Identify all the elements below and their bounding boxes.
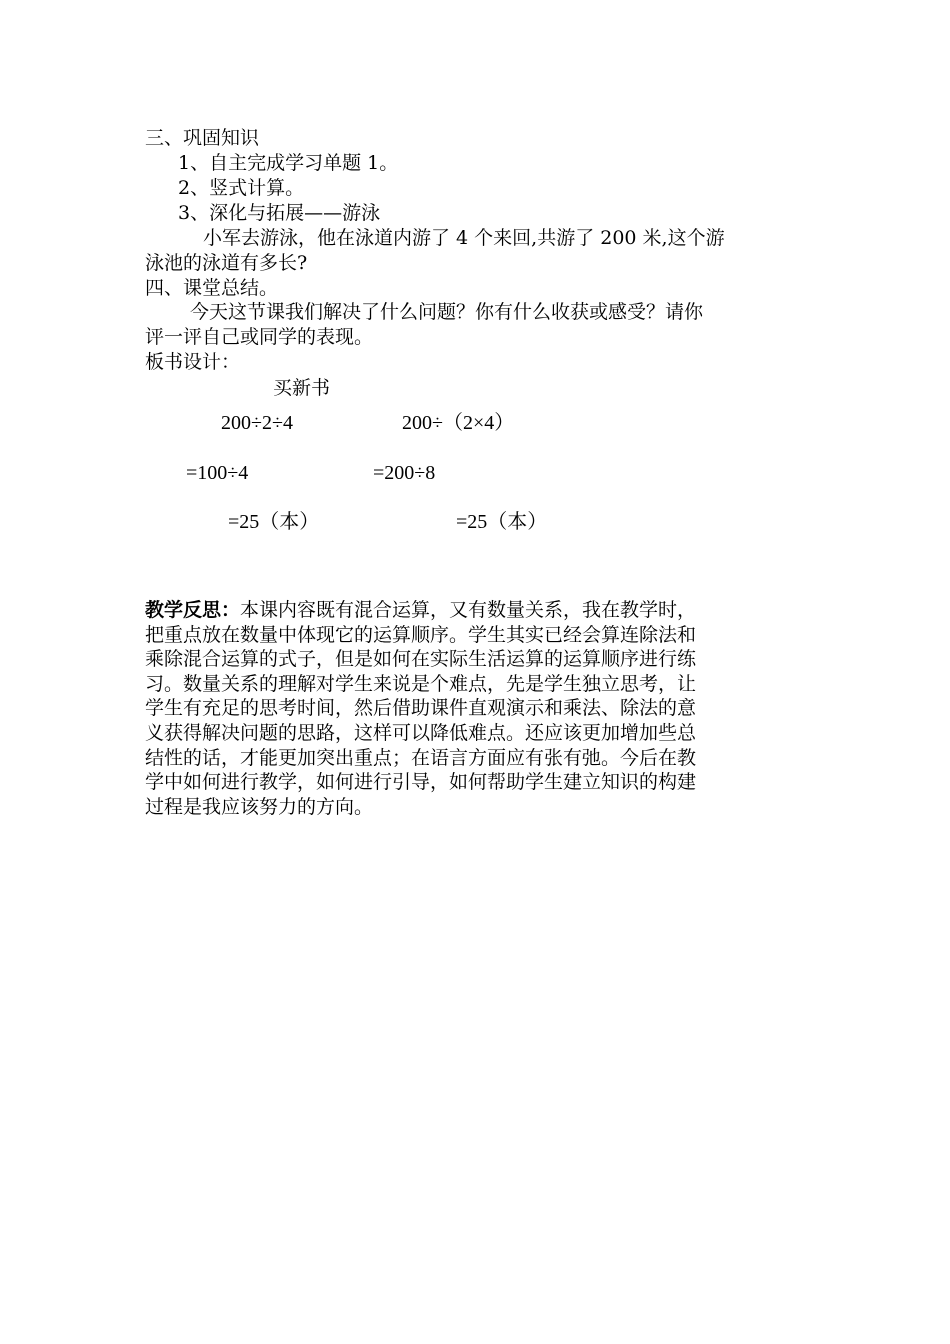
section-heading-summary: 四、课堂总结。 — [145, 277, 279, 299]
reflection-line-7: 结性的话，才能更加突出重点；在语言方面应有张有弛。今后在教 — [145, 746, 697, 769]
problem-text-line-2: 泳池的泳道有多长? — [145, 252, 308, 274]
reflection-line-4: 习。数量关系的理解对学生来说是个难点，先是学生独立思考，让 — [145, 672, 697, 695]
left-formula-step-1: 200÷2÷4 — [221, 412, 293, 434]
reflection-line-6: 义获得解决问题的思路，这样可以降低难点。还应该更加增加些总 — [145, 721, 697, 744]
reflection-line-3: 乘除混合运算的式子，但是如何在实际生活运算的运算顺序进行练 — [145, 648, 697, 671]
board-title: 买新书 — [273, 377, 331, 399]
summary-text-line-2: 评一评自己或同学的表现。 — [145, 326, 374, 348]
section-heading-consolidate: 三、巩固知识 — [145, 127, 260, 149]
reflection-line — [145, 598, 810, 623]
reflection-line-5: 学生有充足的思考时间，然后借助课件直观演示和乘法、除法的意 — [145, 697, 697, 720]
problem-text-line-1: 小军去游泳，他在泳道内游了 4 个来回,共游了 200 米,这个游 — [203, 227, 725, 249]
list-item-extension: 3、深化与拓展——游泳 — [178, 202, 381, 224]
right-formula-step-1: 200÷（2×4） — [402, 412, 515, 434]
list-item-vertical-calc: 2、竖式计算。 — [178, 177, 305, 199]
right-formula-result: =25（本） — [456, 511, 548, 533]
reflection-line-1: 本课内容既有混合运算，又有数量关系，我在教学时， — [240, 599, 697, 621]
teaching-reflection — [145, 598, 810, 819]
list-item-self-study: 1、自主完成学习单题 1。 — [178, 152, 399, 174]
board-design-heading: 板书设计： — [145, 351, 241, 373]
reflection-line-9: 过程是我应该努力的方向。 — [145, 795, 374, 818]
left-formula-result: =25（本） — [228, 511, 320, 533]
reflection-line-8: 学中如何进行教学，如何进行引导，如何帮助学生建立知识的构建 — [145, 771, 697, 794]
reflection-label: 教学反思： — [145, 599, 241, 621]
right-formula-step-2: =200÷8 — [373, 462, 436, 484]
summary-text-line-1: 今天这节课我们解决了什么问题？你有什么收获或感受？请你 — [190, 301, 704, 323]
left-formula-step-2: =100÷4 — [186, 462, 249, 484]
reflection-line-2: 把重点放在数量中体现它的运算顺序。学生其实已经会算连除法和 — [145, 623, 697, 646]
